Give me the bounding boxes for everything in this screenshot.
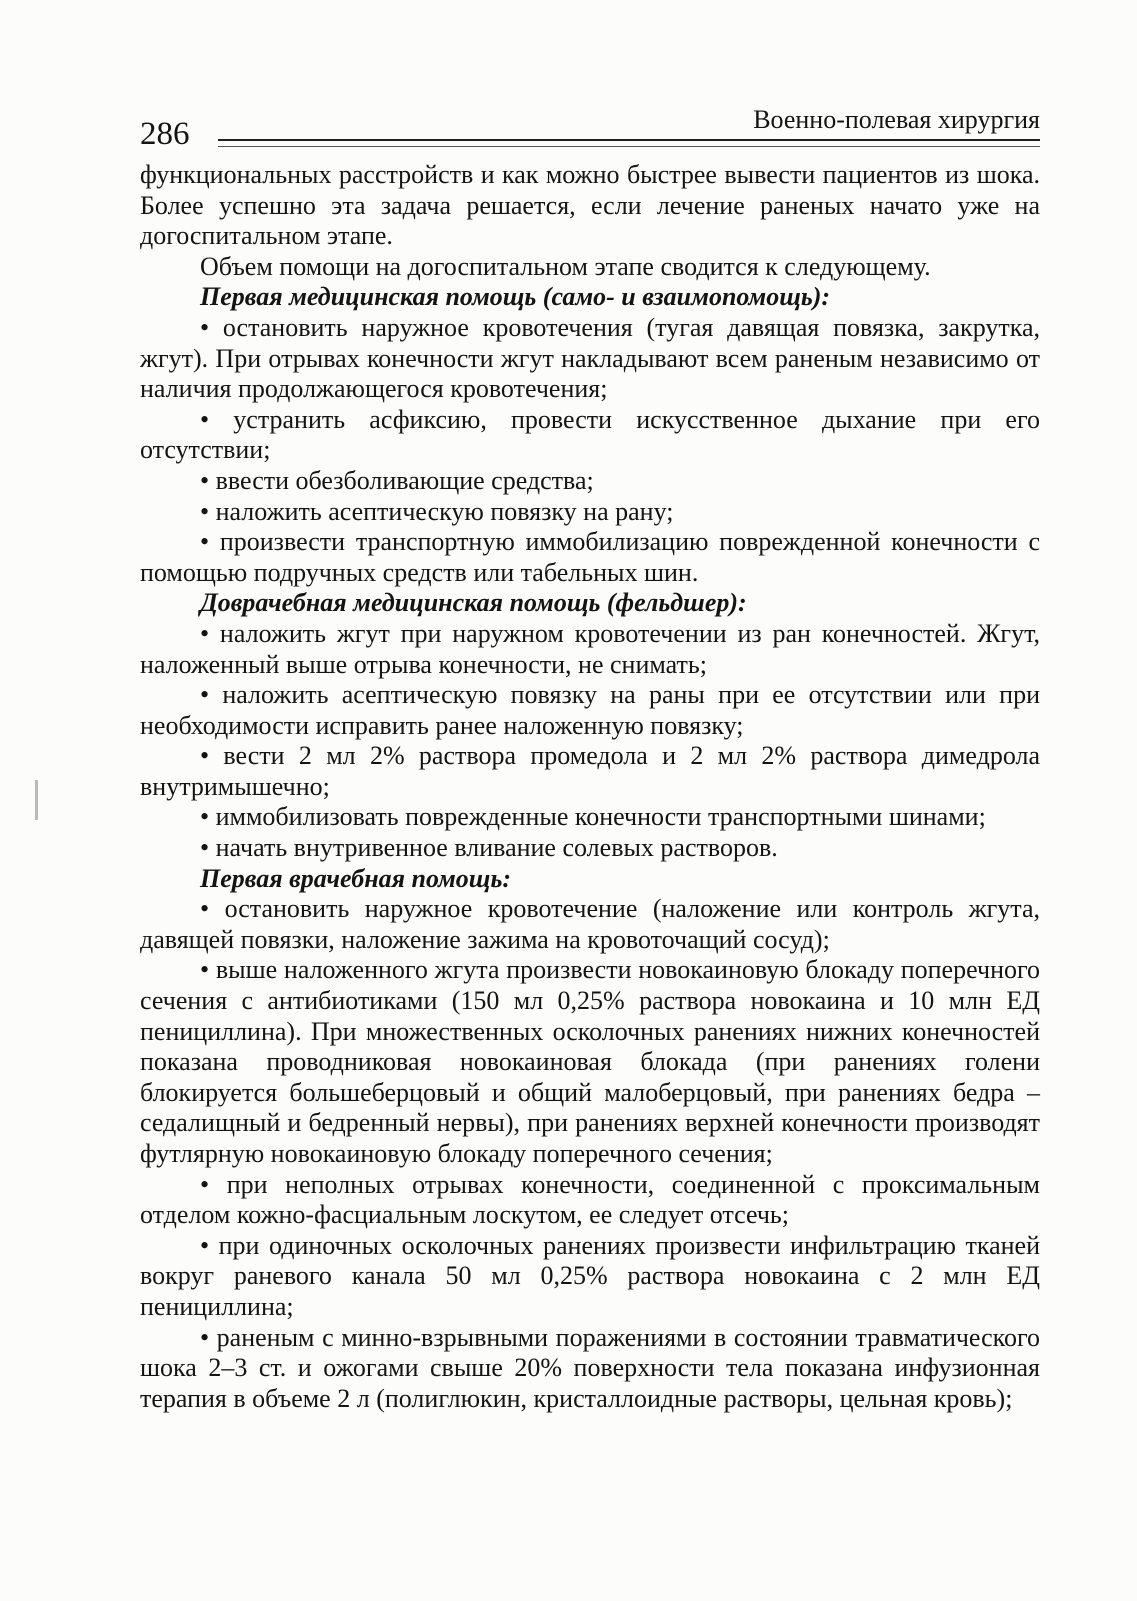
list-item: • наложить асептическую повязку на раны при ее отсутствии или при необходимости исправить ранее наложенную повязку; xyxy=(140,680,1040,740)
section-heading-paramedic-aid: Доврачебная медицинская помощь (фельдшер): xyxy=(200,588,747,618)
list-item: • наложить асептическую повязку на рану; xyxy=(200,496,674,526)
list-item: • иммобилизовать поврежденные конечности транспортными шинами; xyxy=(200,802,986,832)
scan-margin-mark xyxy=(35,780,38,820)
list-item: • при неполных отрывах конечности, соединенной с проксимальным отделом кожно-фасциальным лоскутом, ее следует отсечь; xyxy=(140,1169,1040,1230)
list-item: • остановить наружное кровотечение (наложение или контроль жгута, давящей повязки, наложение зажима на кровоточащий сосуд); xyxy=(140,894,1040,954)
paragraph: Объем помощи на догоспитальном этапе сводится к следующему. xyxy=(200,251,931,281)
page-number: 286 xyxy=(140,116,190,152)
section-heading-physician-aid: Первая врачебная помощь: xyxy=(200,863,511,893)
running-title: Военно-полевая хирургия xyxy=(753,105,1040,134)
page-header xyxy=(140,100,1040,160)
list-item: • произвести транспортную иммобилизацию поврежденной конечности с помощью подручных средств или табельных шин. xyxy=(140,527,1040,587)
list-item: • выше наложенного жгута произвести новокаиновую блокаду поперечного сечения с антибиотиками (150 мл 0,25% раствора новокаина и 10 млн ЕД пенициллина). При множественных осколочных ранениях нижних конечностей показана проводниковая новокаиновая блокада (при ранениях голени блокируется большеберцовый и общий малоберцовый, при ранениях бедра – седалищный и бедренный нервы), при ранениях верхней конечности производят футлярную новокаиновую блокаду поперечного сечения; xyxy=(140,955,1040,1168)
list-item: • наложить жгут при наружном кровотечении из ран конечностей. Жгут, наложенный выше отрыва конечности, не снимать; xyxy=(140,618,1040,679)
list-item: • раненым с минно-взрывными поражениями в состоянии травматического шока 2–3 ст. и ожогами свыше 20% поверхности тела показана инфузионная терапия в объеме 2 л (полиглюкин, кристаллоидные растворы, цельная кровь); xyxy=(140,1322,1040,1413)
header-rule xyxy=(218,139,1040,141)
list-item: • ввести обезболивающие средства; xyxy=(200,465,594,495)
body-text xyxy=(140,160,1040,1414)
section-heading-first-aid: Первая медицинская помощь (само- и взаимопомощь): xyxy=(200,282,831,312)
list-item: • начать внутривенное вливание солевых растворов. xyxy=(200,833,778,863)
header-rule-thin xyxy=(218,146,1040,147)
list-item: • остановить наружное кровотечения (тугая давящая повязка, закрутка, жгут). При отрывах конечности жгут накладывают всем раненым независимо от наличия продолжающегося кровотечения; xyxy=(140,312,1040,404)
paragraph: функциональных расстройств и как можно быстрее вывести пациентов из шока. Более успешно эта задача решается, если лечение раненых начато уже на догоспитальном этапе. xyxy=(140,160,1040,251)
list-item: • вести 2 мл 2% раствора промедола и 2 мл 2% раствора димедрола внутримышечно; xyxy=(140,741,1040,801)
list-item: • устранить асфиксию, провести искусственное дыхание при его отсутствии; xyxy=(140,404,1040,465)
list-item: • при одиночных осколочных ранениях произвести инфильтрацию тканей вокруг раневого канала 50 мл 0,25% раствора новокаина с 2 млн ЕД пенициллина; xyxy=(140,1230,1040,1321)
